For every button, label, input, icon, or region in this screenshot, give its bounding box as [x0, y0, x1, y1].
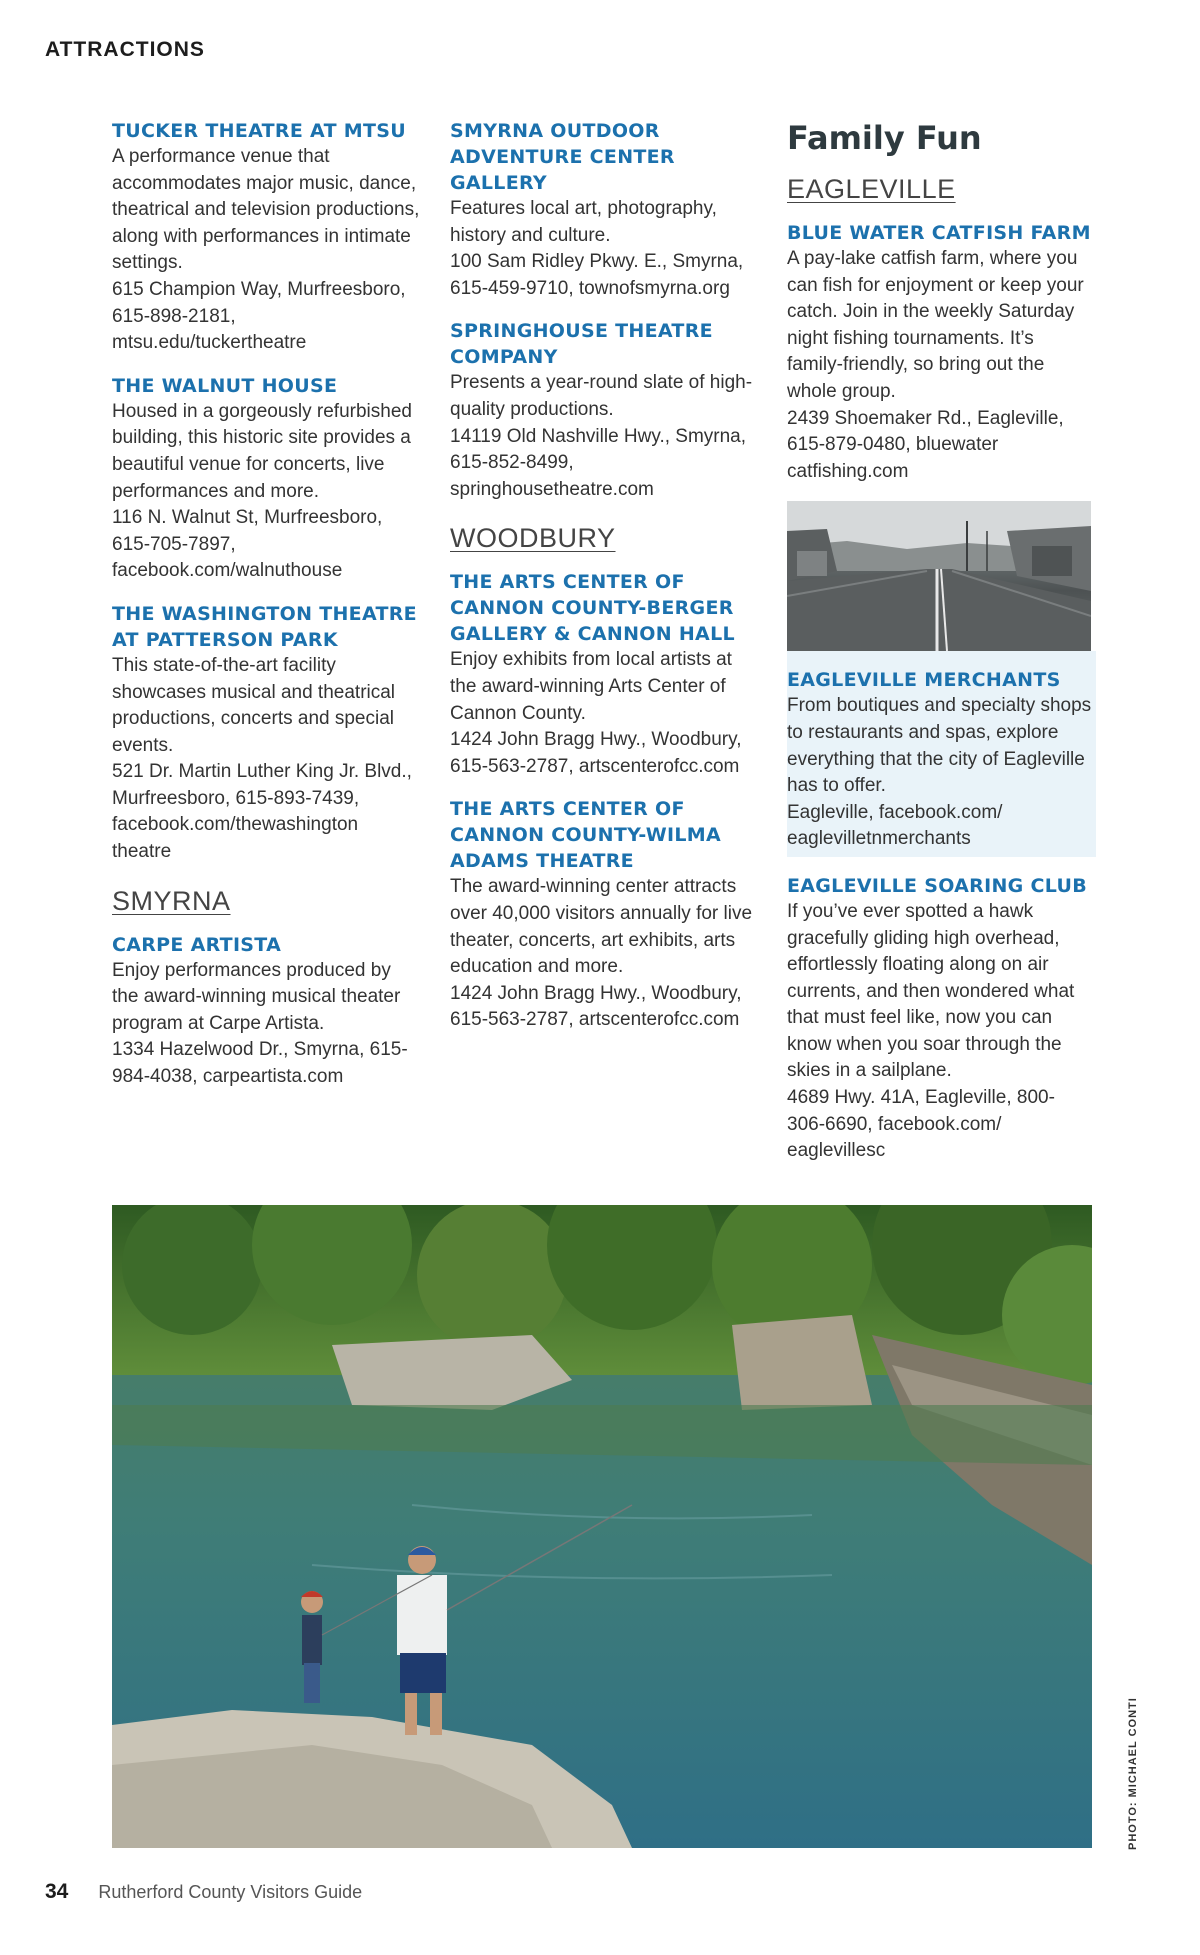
- listing-carpe-artista: [112, 932, 422, 1091]
- listing-address: 2439 Shoemaker Rd., Eagleville, 615-879-0480, bluewater catfishing.com: [787, 407, 1064, 482]
- column-2: [450, 118, 760, 1050]
- town-heading-woodbury: WOODBURY: [450, 523, 616, 554]
- listing-title: SPRINGHOUSE THEATRE COMPANY: [450, 320, 713, 369]
- listing-title: EAGLEVILLE MERCHANTS: [787, 669, 1061, 692]
- listing-description: From boutiques and specialty shops to restaurants and spas, explore everything that the city of Eagleville has to offer.: [787, 695, 1092, 797]
- listing-title: SMYRNA OUTDOOR ADVENTURE CENTER GALLERY: [450, 120, 675, 194]
- listing-description: Housed in a gorgeously refurbished building, this historic site provides a beautiful venue for concerts, live performances and more.: [112, 400, 412, 502]
- column-1: [112, 118, 422, 1107]
- column-3: [787, 118, 1092, 1181]
- listing-title: BLUE WATER CATFISH FARM: [787, 222, 1091, 244]
- listing-description: Features local art, photography, history and culture.: [450, 198, 717, 246]
- eagleville-street-photo: [787, 501, 1091, 651]
- listing-eagleville-merchants: [787, 667, 1092, 853]
- listing-address: 116 N. Walnut St, Murfreesboro, 615-705-7897, facebook.com/walnuthouse: [112, 507, 383, 582]
- listing-tucker-theatre: [112, 118, 422, 357]
- listing-address: 521 Dr. Martin Luther King Jr. Blvd., Murfreesboro, 615-893-7439, facebook.com/thewashington theatre: [112, 761, 412, 863]
- listing-description: Presents a year-round slate of high-quality productions.: [450, 372, 753, 420]
- listing-springhouse-theatre: [450, 318, 760, 503]
- listing-address: 14119 Old Nashville Hwy., Smyrna, 615-852-8499, springhousetheatre.com: [450, 425, 747, 500]
- listing-address: 100 Sam Ridley Pkwy. E., Smyrna, 615-459-9710, townofsmyrna.org: [450, 251, 744, 299]
- listing-description: Enjoy performances produced by the award-winning musical theater program at Carpe Artista.: [112, 959, 401, 1034]
- guide-title: Rutherford County Visitors Guide: [98, 1882, 363, 1902]
- eagleville-merchants-highlight: [787, 651, 1096, 857]
- town-heading-eagleville: EAGLEVILLE: [787, 174, 956, 204]
- listing-address: 1334 Hazelwood Dr., Smyrna, 615-984-4038, carpeartista.com: [112, 1039, 408, 1088]
- listing-title: EAGLEVILLE SOARING CLUB: [787, 874, 1087, 897]
- listing-description: Enjoy exhibits from local artists at the award-winning Arts Center of Cannon County.: [450, 649, 732, 724]
- listing-title: THE WASHINGTON THEATRE AT PATTERSON PARK: [112, 602, 417, 651]
- listing-arts-center-wilma-adams: [450, 796, 760, 1034]
- listing-description: If you’ve ever spotted a hawk gracefully gliding high overhead, effortlessly floating along on air currents, and then wondered what that must feel like, now you can know when you soar through the skies in a sailplane.: [787, 900, 1075, 1082]
- listing-description: The award-winning center attracts over 40,000 visitors annually for live theater, concerts, art exhibits, arts education and more.: [450, 876, 753, 978]
- listing-description: A pay-lake catfish farm, where you can fish for enjoyment or keep your catch. Join in the weekly Saturday night fishing tournaments. It’s family-friendly, so bring out the whole group.: [787, 248, 1084, 402]
- listing-washington-theatre: [112, 601, 422, 866]
- listing-walnut-house: [112, 373, 422, 585]
- listing-smyrna-outdoor-adventure-center: [450, 118, 760, 302]
- page-number: 34: [45, 1880, 69, 1903]
- photo-credit: PHOTO: MICHAEL CONTI: [1127, 1697, 1139, 1850]
- listing-description: This state-of-the-art facility showcases musical and theatrical productions, concerts and special events.: [112, 654, 396, 756]
- listing-title: CARPE ARTISTA: [112, 933, 282, 956]
- listing-title: THE ARTS CENTER OF CANNON COUNTY-BERGER GALLERY & CANNON HALL: [450, 571, 735, 646]
- listing-address: 615 Champion Way, Murfreesboro, 615-898-2181, mtsu.edu/tuckertheatre: [112, 278, 406, 354]
- listing-eagleville-soaring-club: [787, 873, 1092, 1165]
- listing-address: 1424 John Bragg Hwy., Woodbury, 615-563-2787, artscenterofcc.com: [450, 982, 742, 1031]
- listing-title: THE WALNUT HOUSE: [112, 374, 338, 397]
- section-header: ATTRACTIONS: [45, 38, 205, 61]
- fishing-photo: [112, 1205, 1092, 1848]
- listing-description: A performance venue that accommodates major music, dance, theatrical and television productions, along with performances in intimate settings.: [112, 146, 420, 274]
- listing-address: 1424 John Bragg Hwy., Woodbury, 615-563-2787, artscenterofcc.com: [450, 729, 742, 777]
- listing-blue-water-catfish-farm: [787, 220, 1092, 485]
- listing-address: Eagleville, facebook.com/ eaglevilletnmerchants: [787, 801, 1003, 850]
- page-footer: [45, 1880, 362, 1904]
- listing-address: 4689 Hwy. 41A, Eagleville, 800-306-6690, facebook.com/ eaglevillesc: [787, 1087, 1055, 1162]
- listing-title: THE ARTS CENTER OF CANNON COUNTY-WILMA ADAMS THEATRE: [450, 798, 721, 873]
- family-fun-title: Family Fun: [787, 119, 982, 157]
- town-heading-smyrna: SMYRNA: [112, 885, 231, 916]
- listing-arts-center-berger-gallery: [450, 569, 760, 780]
- listing-title: TUCKER THEATRE AT MTSU: [112, 120, 406, 142]
